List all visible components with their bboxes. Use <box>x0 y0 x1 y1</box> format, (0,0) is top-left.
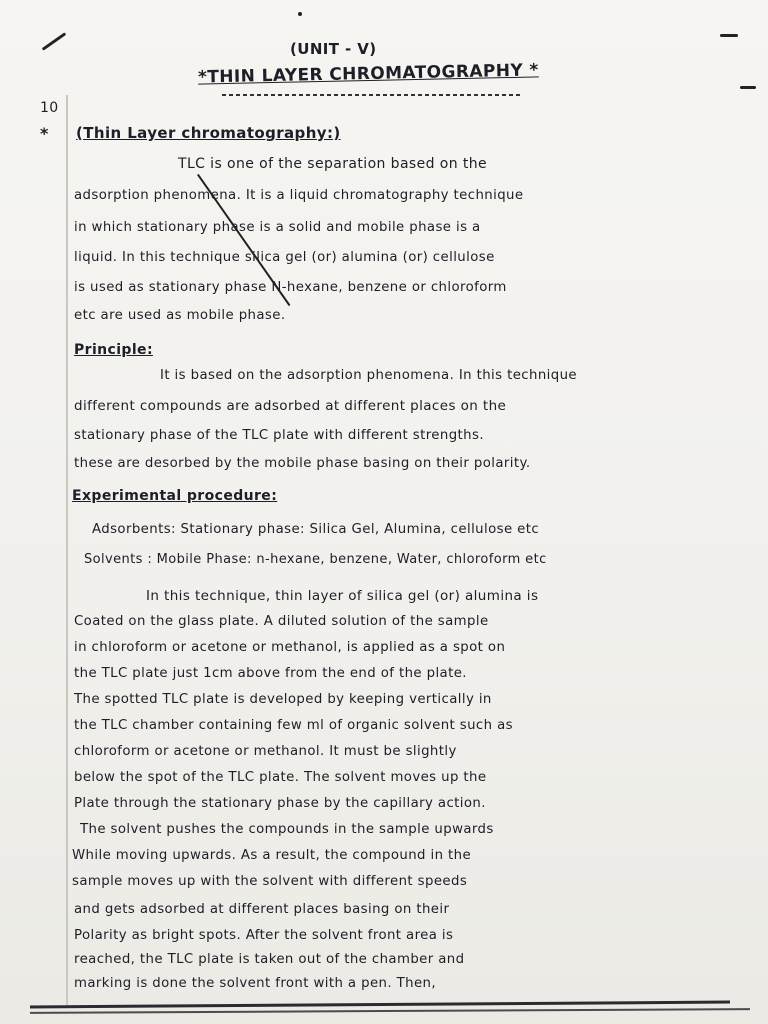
text-line: chloroform or acetone or methanol. It must be slightly <box>74 744 457 759</box>
text-line: Coated on the glass plate. A diluted solution of the sample <box>74 614 489 629</box>
text-line: below the spot of the TLC plate. The solvent moves up the <box>74 770 487 785</box>
text-line: and gets adsorbed at different places basing on their <box>74 902 450 917</box>
text-line: sample moves up with the solvent with different speeds <box>72 874 468 889</box>
text-line: the TLC plate just 1cm above from the end of the plate. <box>74 666 467 681</box>
text-line: in which stationary phase is a solid and mobile phase is a <box>74 220 481 235</box>
corner-mark <box>42 32 67 51</box>
text-line: is used as stationary phase N-hexane, benzene or chloroform <box>74 280 507 295</box>
text-line: the TLC chamber containing few ml of organic solvent such as <box>74 718 513 733</box>
text-line: The solvent pushes the compounds in the sample upwards <box>80 822 494 837</box>
unit-label: (UNIT - V) <box>290 40 377 58</box>
bullet-star: * <box>40 124 49 143</box>
title-underline <box>222 94 522 96</box>
page-number: 10 <box>40 100 59 116</box>
section-heading-tlc: (Thin Layer chromatography:) <box>76 124 341 142</box>
text-line: Polarity as bright spots. After the solvent front area is <box>74 928 454 943</box>
text-line: reached, the TLC plate is taken out of the chamber and <box>74 952 465 967</box>
text-line: different compounds are adsorbed at different places on the <box>74 398 507 414</box>
bottom-rule <box>30 1008 750 1014</box>
text-line: adsorption phenomena. It is a liquid chromatography technique <box>74 188 524 203</box>
text-line: liquid. In this technique silica gel (or) alumina (or) cellulose <box>74 250 495 265</box>
text-line: It is based on the adsorption phenomena. In this technique <box>160 368 578 383</box>
text-line: marking is done the solvent front with a pen. Then, <box>74 976 436 991</box>
text-line: While moving upwards. As a result, the compound in the <box>72 848 472 863</box>
text-line: etc are used as mobile phase. <box>74 308 286 323</box>
corner-mark <box>740 86 756 89</box>
section-heading-principle: Principle: <box>74 342 153 358</box>
text-line: TLC is one of the separation based on the <box>178 156 488 172</box>
text-line: stationary phase of the TLC plate with different strengths. <box>74 428 484 443</box>
text-line: Plate through the stationary phase by the capillary action. <box>74 796 486 811</box>
text-line: The spotted TLC plate is developed by keeping vertically in <box>74 692 492 707</box>
page-title: *THIN LAYER CHROMATOGRAPHY * <box>197 60 539 88</box>
solvents-line: Solvents : Mobile Phase: n-hexane, benzene, Water, chloroform etc <box>84 552 547 567</box>
punch-dot <box>298 12 302 16</box>
text-line: these are desorbed by the mobile phase basing on their polarity. <box>74 456 531 471</box>
bottom-rule <box>30 1001 730 1009</box>
text-line: in chloroform or acetone or methanol, is applied as a spot on <box>74 640 506 655</box>
corner-mark <box>720 34 738 37</box>
adsorbents-line: Adsorbents: Stationary phase: Silica Gel, Alumina, cellulose etc <box>92 522 540 537</box>
section-heading-procedure: Experimental procedure: <box>72 488 278 504</box>
margin-line <box>66 95 68 1005</box>
text-line: In this technique, thin layer of silica gel (or) alumina is <box>146 588 539 604</box>
